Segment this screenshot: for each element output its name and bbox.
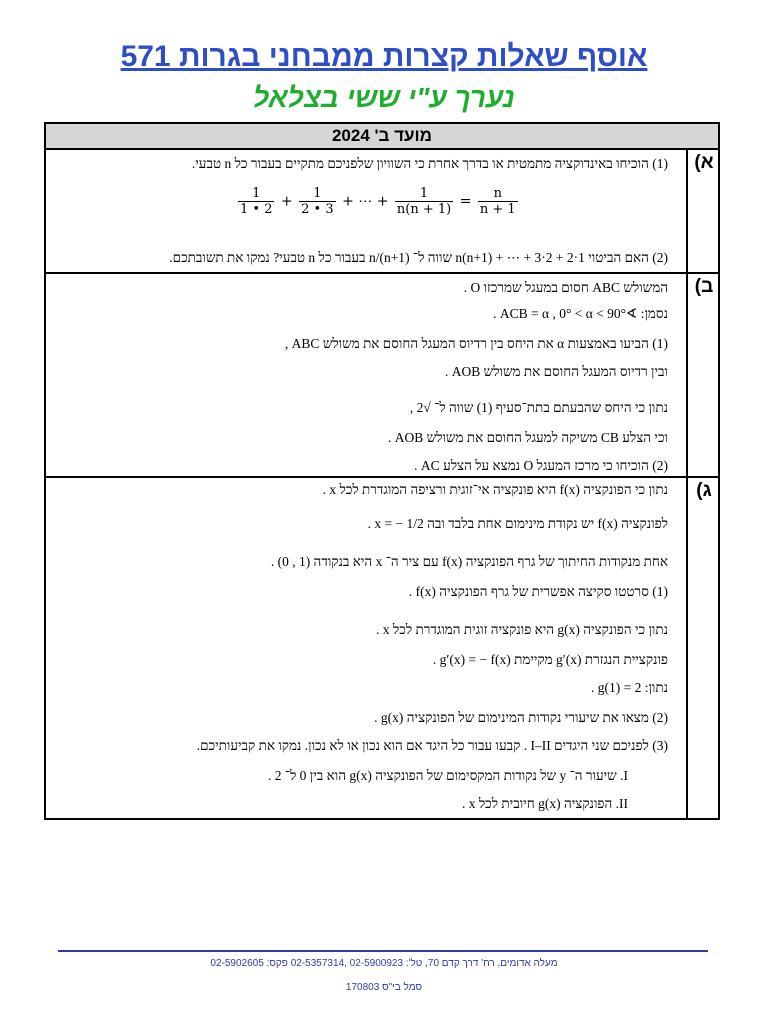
exam-table [44, 122, 720, 820]
section-label-a: א) [694, 152, 714, 173]
question-line: (3) לפניכם שני היגדים I–II . קבעו עבור כל היגד אם הוא נכון או לא נכון. נמקו את קביעותיכם. [196, 738, 668, 753]
question-line: (1) הביעו באמצעות α את היחס בין רדיוס המעגל החוסם את משולש ABC , [284, 336, 668, 351]
question-line: (2) האם הביטוי 1·2 + 2·3 + ⋯ + n(n+1) שווה ל־ (n+1)/n בעבור כל n טבעי? נמקו את תשובתכם. [169, 250, 668, 265]
question-line: לפונקציה f(x) יש נקודת מינימום אחת בלבד ובה x = − 1/2 . [367, 516, 668, 531]
footer-divider [58, 950, 708, 952]
document-subtitle: נערך ע"י ששי בצלאל [253, 82, 515, 113]
question-line: נתון כי הפונקציה g(x) היא פונקציה זוגית המוגדרת לכל x . [376, 622, 668, 637]
footer-address: מעלה אדומים, רח' דרך קדם 70, טל': 02-5900923 ,02-5357314 פקס: 02-5902605 [210, 958, 558, 969]
question-line: נתון כי הפונקציה f(x) היא פונקציה אי־זוגית ורציפה המוגדרת לכל x . [322, 482, 668, 497]
question-line: המשולש ABC חסום במעגל שמרכזו O . [463, 280, 668, 295]
table-heading: מועד ב' 2024 [46, 124, 718, 150]
section-label-c: ג) [696, 480, 712, 501]
question-line: (2) מצאו את שיעורי נקודות המינימום של הפונקציה g(x) . [374, 710, 668, 725]
document-title: אוסף שאלות קצרות ממבחני בגרות 571 [120, 40, 648, 73]
question-line: פונקציית הנגזרת g′(x) מקיימת g′(x) = − f(x) . [432, 652, 668, 667]
question-line: (1) הוכיחו באינדוקציה מתמטית או בדרך אחרת כי השוויון שלפניכם מתקיים בעבור כל n טבעי. [191, 156, 668, 171]
question-line: ובין רדיוס המעגל החוסם את משולש AOB . [445, 364, 668, 379]
induction-equation: $\frac{1}{1 • 2}$ + $\frac{1}{2 • 3}$ + ⋯ + $\frac{1}{n(n + 1)}$ = $\frac{n}{n + 1}$ [240, 186, 516, 217]
question-line: נתון: g(1) = 2 . [590, 680, 668, 695]
question-line: (1) סרטטו סקיצה אפשרית של גרף הפונקציה f(x) . [408, 584, 668, 599]
column-divider [686, 150, 688, 818]
section-label-b: ב) [694, 276, 714, 297]
row-divider [46, 272, 718, 274]
question-line: (2) הוכיחו כי מרכז המעגל O נמצא על הצלע AC . [414, 458, 668, 473]
question-line: נסמן: ∢ACB = α , 0° < α < 90° . [493, 306, 668, 321]
question-line: II. הפונקציה g(x) חיובית לכל x . [461, 796, 628, 811]
row-divider [46, 476, 718, 478]
footer-school-code: סמל בי"ס 170803 [345, 982, 423, 993]
question-line: I. שיעור ה־ y של נקודות המקסימום של הפונקציה g(x) הוא בין 0 ל־ 2 . [267, 768, 628, 783]
question-line: נתון כי היחס שהבעתם בתת־סעיף (1) שווה ל־ √2 , [409, 400, 668, 415]
question-line: וכי הצלע CB משיקה למעגל החוסם את משולש AOB . [387, 430, 668, 445]
question-line: אחת מנקודות החיתוך של גרף הפונקציה f(x) עם ציר ה־ x היא בנקודה (1 , 0) . [270, 554, 668, 569]
